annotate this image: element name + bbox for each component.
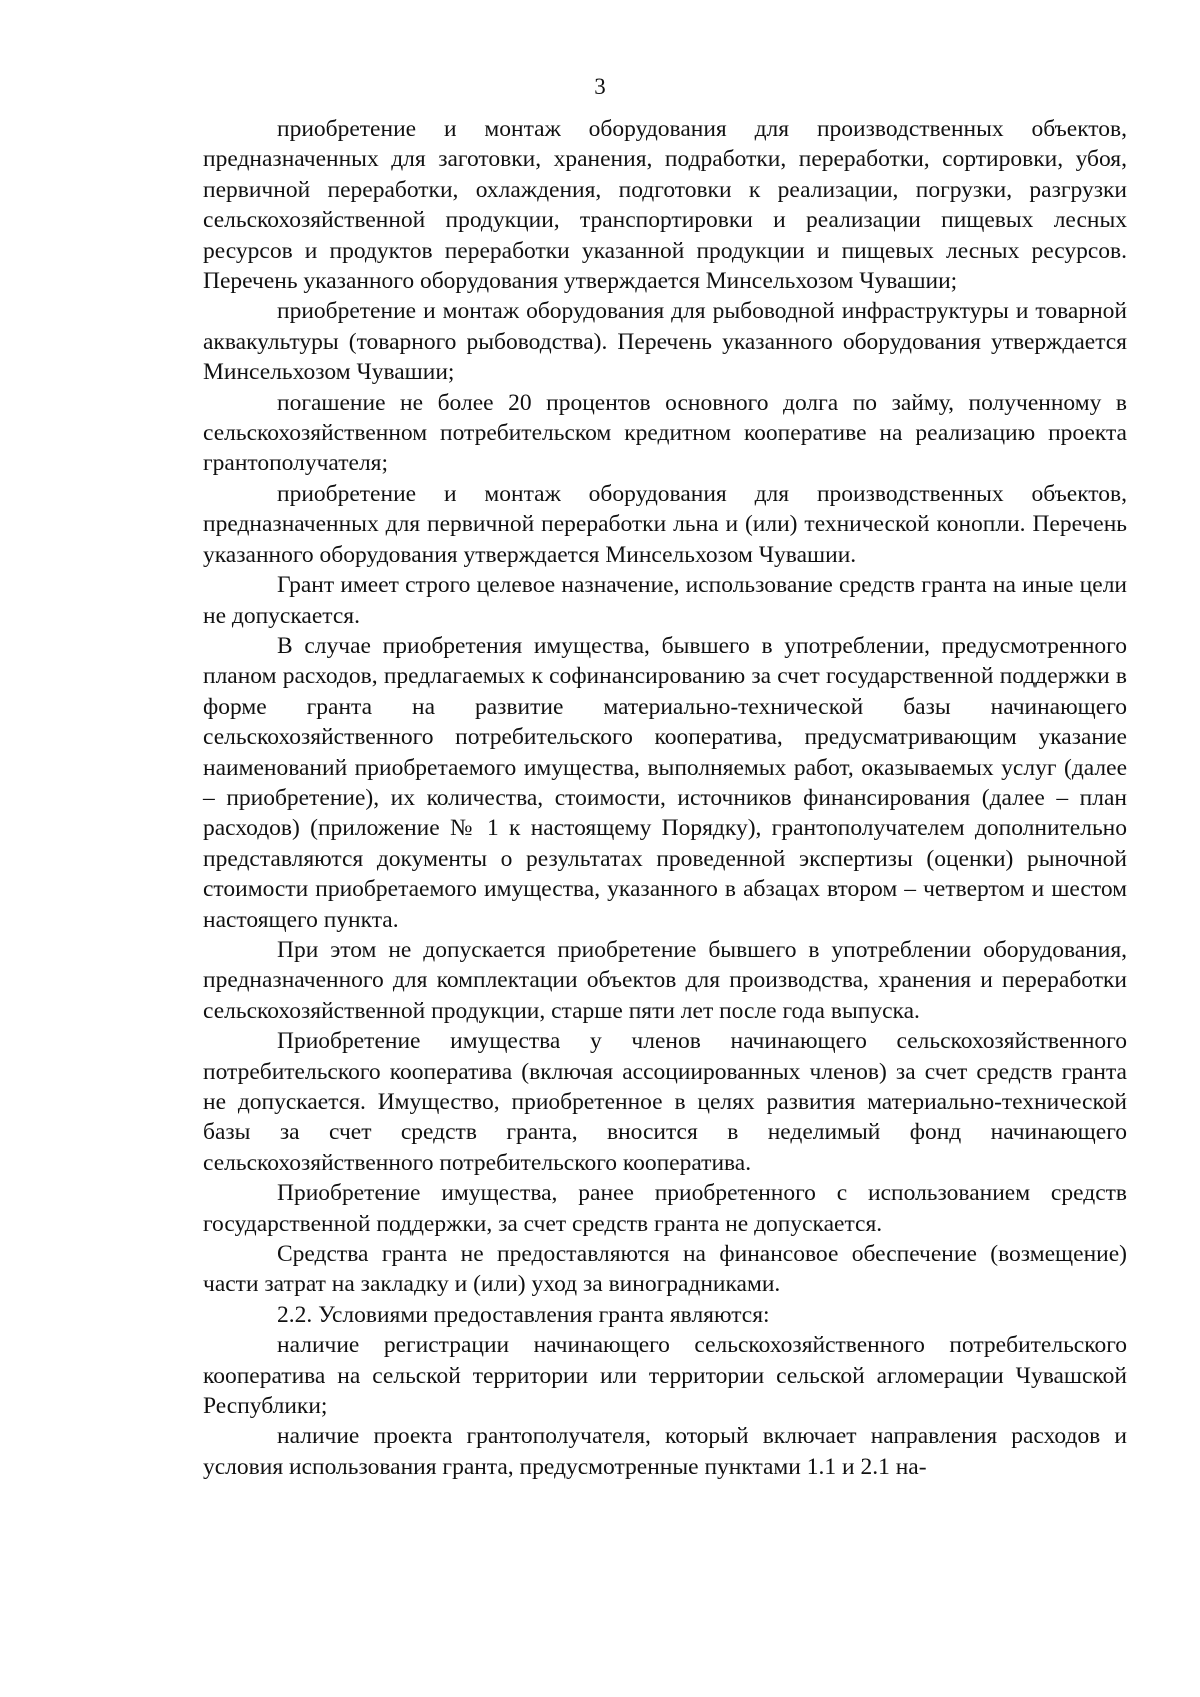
paragraph-used-equipment-age: При этом не допускается приобретение бывшего в употреблении оборудования, предназначенного для комплектации объектов для производства, хранения и переработки сельскохозяйственной продукции, старше пяти лет после года выпуска.	[203, 936, 1127, 1024]
paragraph-loan-repayment: погашение не более 20 процентов основного долга по займу, полученному в сельскохозяйственном потребительском кредитном кооперативе на реализацию проекта грантополучателя;	[203, 389, 1127, 477]
page-number: 3	[594, 74, 606, 99]
paragraph-equipment-processing: приобретение и монтаж оборудования для производственных объектов, предназначенных для заготовки, хранения, подработки, переработки, сортировки, убоя, первичной переработки, охлаждения, подготовки к реализации, погрузки, разгрузки сельскохозяйственной продукции, транспортировки и реализации пищевых лесных ресурсов и продуктов переработки указанной продукции и пищевых лесных ресурсов. Перечень указанного оборудования утверждается Минсельхозом Чувашии;	[203, 116, 1127, 295]
paragraph-grant-purpose: Грант имеет строго целевое назначение, использование средств гранта на иные цели не допускается.	[203, 572, 1127, 629]
paragraph-state-support-property: Приобретение имущества, ранее приобретенного с использованием средств государственной поддержки, за счет средств гранта не допускается.	[203, 1180, 1127, 1237]
paragraph-project-condition: наличие проекта грантополучателя, который включает направления расходов и условия использования гранта, предусмотренные пунктами 1.1 и 2.1 на-	[203, 1423, 1127, 1480]
paragraph-equipment-fish-farming: приобретение и монтаж оборудования для рыбоводной инфраструктуры и товарной аквакультуры (товарного рыбоводства). Перечень указанного оборудования утверждается Минсельхозом Чувашии;	[203, 298, 1127, 386]
paragraph-vineyards: Средства гранта не предоставляются на финансовое обеспечение (возмещение) части затрат на закладку и (или) уход за виноградниками.	[203, 1241, 1127, 1298]
paragraph-equipment-flax-hemp: приобретение и монтаж оборудования для производственных объектов, предназначенных для первичной переработки льна и (или) технической конопли. Перечень указанного оборудования утверждается Минсельхозом Чувашии.	[203, 480, 1127, 568]
paragraph-members-property: Приобретение имущества у членов начинающего сельскохозяйственного потребительского кооператива (включая ассоциированных членов) за счет средств гранта не допускается. Имущество, приобретенное в целях развития материально-технической базы за счет средств гранта, вносится в неделимый фонд начинающего сельскохозяйственного потребительского кооператива.	[203, 1028, 1127, 1176]
document-body	[203, 114, 1127, 1482]
paragraph-section-2-2: 2.2. Условиями предоставления гранта являются:	[277, 1301, 770, 1328]
paragraph-used-property: В случае приобретения имущества, бывшего в употреблении, предусмотренного планом расходов, предлагаемых к софинансированию за счет государственной поддержки в форме гранта на развитие материально-технической базы начинающего сельскохозяйственного потребительского кооператива, предусматривающим указание наименований приобретаемого имущества, выполняемых работ, оказываемых услуг (далее – приобретение), их количества, стоимости, источников финансирования (далее – план расходов) (приложение № 1 к настоящему Порядку), грантополучателем дополнительно представляются документы о результатах проведенной экспертизы (оценки) рыночной стоимости приобретаемого имущества, указанного в абзацах втором – четвертом и шестом настоящего пункта.	[203, 632, 1127, 933]
paragraph-registration-condition: наличие регистрации начинающего сельскохозяйственного потребительского кооператива на сельской территории или территории сельской агломерации Чувашской Республики;	[203, 1332, 1127, 1420]
